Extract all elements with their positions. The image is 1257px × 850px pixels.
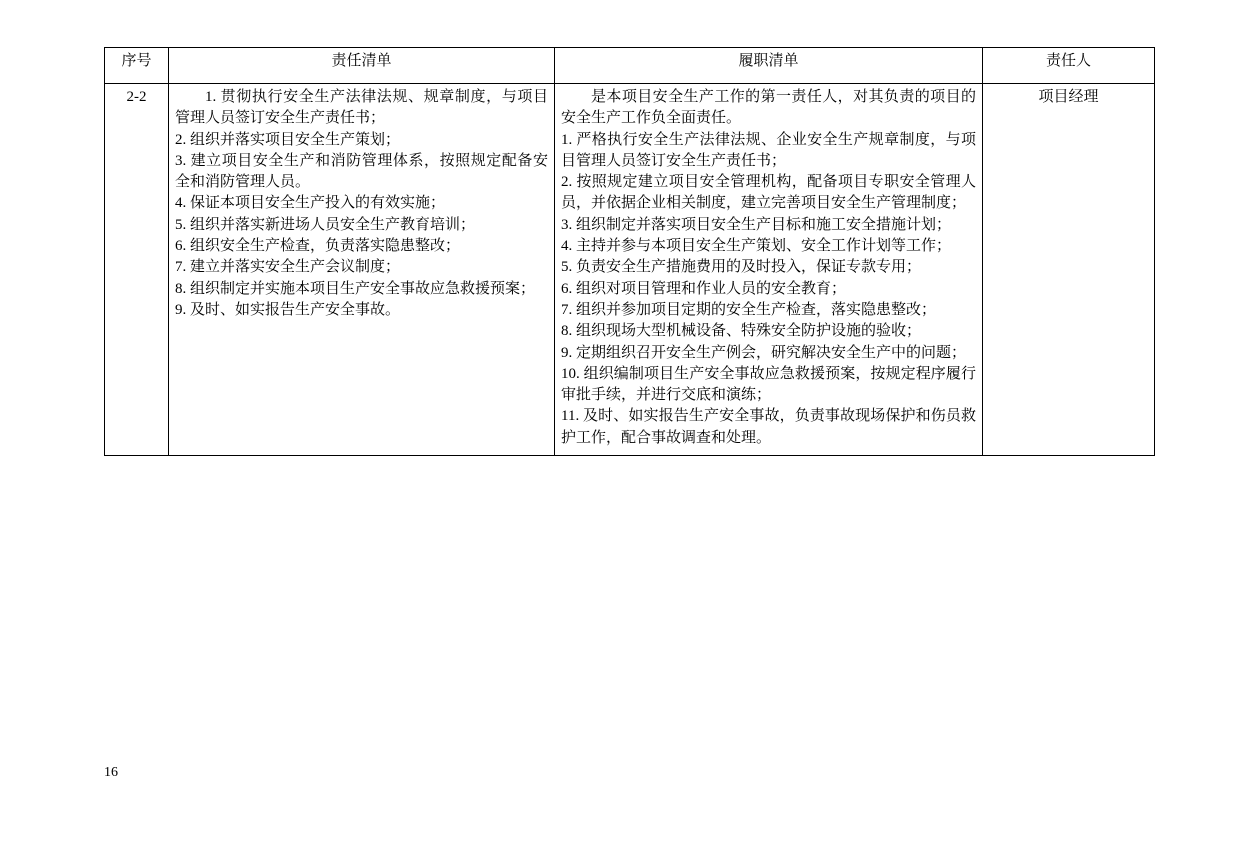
duty-item: 2. 按照规定建立项目安全管理机构，配备项目专职安全管理人员，并依据企业相关制度，建立完善项目安全生产管理制度； [561, 174, 976, 212]
column-header-duty: 履职清单 [555, 48, 983, 84]
column-header-responsibility: 责任清单 [169, 48, 555, 84]
duty-item: 10. 组织编制项目生产安全事故应急救援预案，按规定程序履行审批手续，并进行交底和演练； [561, 365, 976, 404]
duty-cell [555, 84, 983, 456]
duty-item: 1. 严格执行安全生产法律法规、企业安全生产规章制度，与项目管理人员签订安全生产责任书； [561, 131, 976, 169]
table-body [105, 84, 1155, 456]
page-number: 16 [104, 765, 118, 780]
responsibility-cell [169, 84, 555, 456]
responsibility-item: 8. 组织制定并实施本项目生产安全事故应急救援预案； [175, 280, 536, 297]
duty-item: 4. 主持并参与本项目安全生产策划、安全工作计划等工作； [561, 238, 952, 255]
duty-item: 3. 组织制定并落实项目安全生产目标和施工安全措施计划； [561, 216, 952, 233]
duty-item: 5. 负责安全生产措施费用的及时投入，保证专款专用； [561, 259, 922, 276]
column-header-owner: 责任人 [983, 48, 1155, 84]
duty-item: 8. 组织现场大型机械设备、特殊安全防护设施的验收； [561, 323, 922, 340]
responsibility-item: 2. 组织并落实项目安全生产策划； [175, 131, 401, 148]
column-header-no: 序号 [105, 48, 169, 84]
table-row [105, 84, 1155, 456]
responsibility-table [104, 47, 1155, 456]
responsibility-item: 5. 组织并落实新进场人员安全生产教育培训； [175, 216, 476, 233]
responsibility-item: 6. 组织安全生产检查，负责落实隐患整改； [175, 238, 461, 255]
duty-item: 6. 组织对项目管理和作业人员的安全教育； [561, 280, 847, 297]
responsibility-item: 4. 保证本项目安全生产投入的有效实施； [175, 195, 446, 212]
responsibility-item: 7. 建立并落实安全生产会议制度； [175, 259, 401, 276]
owner-cell: 项目经理 [983, 84, 1155, 456]
duty-item: 7. 组织并参加项目定期的安全生产检查，落实隐患整改； [561, 301, 937, 318]
row-number-cell: 2-2 [105, 84, 169, 456]
responsibility-item: 1. 贯彻执行安全生产法律法规、规章制度，与项目管理人员签订安全生产责任书； [175, 89, 548, 127]
table-header-row [105, 48, 1155, 84]
duty-item: 11. 及时、如实报告生产安全事故，负责事故现场保护和伤员救护工作，配合事故调查和处理。 [561, 408, 976, 446]
responsibility-item: 3. 建立项目安全生产和消防管理体系，按照规定配备安全和消防管理人员。 [175, 152, 548, 191]
duty-item: 9. 定期组织召开安全生产例会，研究解决安全生产中的问题； [561, 344, 967, 361]
responsibility-item: 9. 及时、如实报告生产安全事故。 [175, 301, 401, 318]
duty-intro: 是本项目安全生产工作的第一责任人，对其负责的项目的安全生产工作负全面责任。 [561, 89, 976, 127]
table-header [105, 48, 1155, 84]
